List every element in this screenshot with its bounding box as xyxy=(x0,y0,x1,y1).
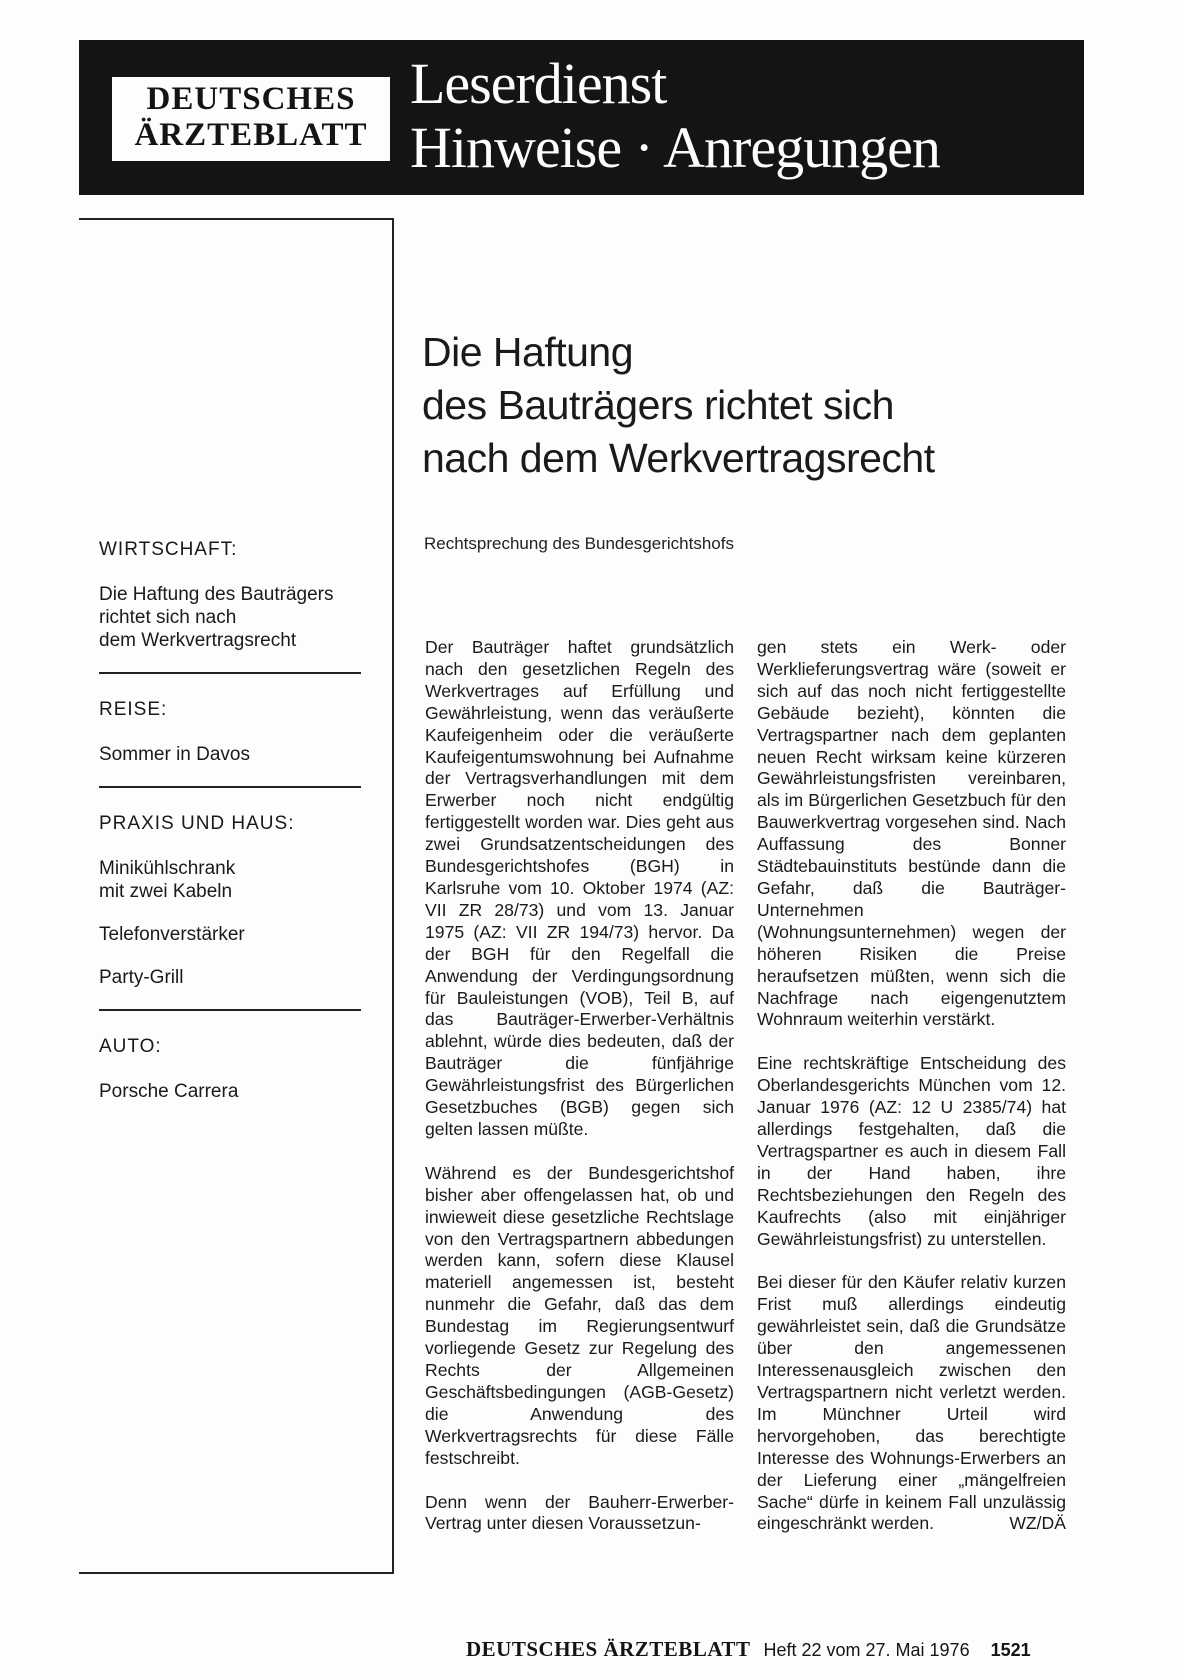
toc-item: Telefonverstärker xyxy=(99,924,245,945)
section-title-line-2: Hinweise · Anregungen xyxy=(410,115,940,180)
toc-heading: AUTO: xyxy=(99,1036,162,1057)
author-signoff: WZ/DÄ xyxy=(1009,1513,1066,1534)
masthead-banner xyxy=(79,40,1084,195)
journal-logo xyxy=(112,77,390,161)
paragraph: Während es der Bundesgerichtshof bisher aber offengelassen hat, ob und inwieweit diese gesetzliche Rechtslage von den Vertragspartnern abbedungen werden kann, sofern diese Klausel materiell angemessen ist, besteht nunmehr die Gefahr, daß das dem Bundestag im Regierungsentwurf vorliegende Gesetz zur Regelung des Rechts der Allgemeinen Geschäftsbedingungen (AGB-Gesetz) die Anwendung des Werkvertragsrechts für diese Fälle festschreibt. xyxy=(425,1162,734,1468)
page-number: 1521 xyxy=(990,1640,1031,1660)
section-title xyxy=(410,52,940,180)
page-footer xyxy=(466,1637,1031,1662)
paragraph xyxy=(757,1272,1066,1535)
article-subtitle: Rechtsprechung des Bundesgerichtshofs xyxy=(424,534,734,553)
footer-issue: Heft 22 vom 27. Mai 1976 xyxy=(763,1640,970,1660)
toc-divider xyxy=(99,1009,361,1011)
headline-line-2: des Bauträgers richtet sich xyxy=(422,382,894,428)
logo-line-1: DEUTSCHES xyxy=(146,81,356,117)
toc-section-praxis-und-haus xyxy=(99,812,369,989)
toc-item: Die Haftung des Bauträgers richtet sich nach dem Werkvertragsrecht xyxy=(99,584,334,651)
paragraph: Der Bauträger haftet grundsätzlich nach den gesetzlichen Regeln des Werkvertrages auf Erfüllung und Gewährleistung, wenn das veräußerte Kaufeigenheim oder die veräußerte Kaufeigentumswohnung bei Aufnahme der Vertragsverhandlungen mit dem Erwerber noch nicht endgültig fertiggestellt worden war. Dies geht aus zwei Grundsatzentscheidungen des Bundesgerichtshofes (BGH) in Karlsruhe vom 10. Oktober 1974 (AZ: VII ZR 28/73) und vom 13. Januar 1975 (AZ: VII ZR 194/73) hervor. Da der BGH für den Regelfall die Anwendung der Verdingungsordnung für Bauleistungen (VOB), Teil B, auf das Bauträger-Erwerber-Verhältnis ablehnt, würde dies bedeuten, daß der Bauträger die fünfjährige Gewährleistungsfrist des Bürgerlichen Gesetzbuches (BGB) gegen sich gelten lassen müßte. xyxy=(425,637,734,1139)
toc-heading: WIRTSCHAFT: xyxy=(99,539,238,560)
paragraph: Denn wenn der Bauherr-Erwerber-Vertrag unter diesen Voraussetzun- xyxy=(425,1491,734,1534)
table-of-contents xyxy=(99,538,369,1123)
headline-line-1: Die Haftung xyxy=(422,329,634,375)
toc-divider xyxy=(99,786,361,788)
toc-section-reise xyxy=(99,698,369,766)
toc-item: Minikühlschrank mit zwei Kabeln xyxy=(99,858,236,902)
headline-line-3: nach dem Werkvertragsrecht xyxy=(422,435,935,481)
toc-item: Party-Grill xyxy=(99,967,184,988)
toc-item: Sommer in Davos xyxy=(99,744,250,765)
paragraph: Eine rechtskräftige Entscheidung des Oberlandesgerichts München vom 12. Januar 1976 (AZ: 12 U 2385/74) hat allerdings festgehalten, daß die Vertragspartner es auch in diesem Fall in der Hand haben, ihre Rechtsbeziehungen den Regeln des Kaufrechts (also mit einjähriger Gewährleistungsfrist) zu unterstellen. xyxy=(757,1053,1066,1249)
toc-section-wirtschaft xyxy=(99,538,369,652)
toc-divider xyxy=(99,672,361,674)
logo-line-2: ÄRZTEBLATT xyxy=(134,117,368,153)
toc-heading: REISE: xyxy=(99,699,168,720)
toc-heading: PRAXIS UND HAUS: xyxy=(99,813,295,834)
article-column-1 xyxy=(425,637,734,1557)
article-headline xyxy=(422,326,1072,485)
paragraph: gen stets ein Werk- oder Werklieferungsvertrag wäre (soweit er sich auf das noch nicht fertiggestellte Gebäude bezieht), könnten die Vertragspartner nach dem geplanten neuen Recht wirksam keine kürzeren Gewährleistungsfristen vereinbaren, als im Bürgerlichen Gesetzbuch für den Bauwerkvertrag vorgesehen sind. Nach Auffassung des Bonner Städtebauinstituts bestünde dann die Gefahr, daß die Bauträger-Unternehmen (Wohnungsunternehmen) wegen der höheren Risiken die Preise heraufsetzen müßten, wenn sich die Nachfrage nach eigengenutztem Wohnraum weiterhin verstärkt. xyxy=(757,637,1066,1030)
footer-journal-name: DEUTSCHES ÄRZTEBLATT xyxy=(466,1637,751,1661)
toc-section-auto xyxy=(99,1035,369,1103)
article-column-2 xyxy=(757,637,1066,1557)
toc-item: Porsche Carrera xyxy=(99,1081,239,1102)
paragraph-text: Bei dieser für den Käufer relativ kurzen Frist muß allerdings eindeutig gewährleistet sein, daß die Grundsätze über den angemessenen Interessenausgleich zwischen den Vertragspartnern nicht verletzt werden. Im Münchner Urteil wird hervorgehoben, das berechtigte Interesse des Wohnungs-Erwerbers an der Lieferung einer „mängelfreien Sache“ dürfe in keinem Fall unzulässig eingeschränkt werden. xyxy=(757,1272,1066,1534)
section-title-line-1: Leserdienst xyxy=(410,51,667,116)
